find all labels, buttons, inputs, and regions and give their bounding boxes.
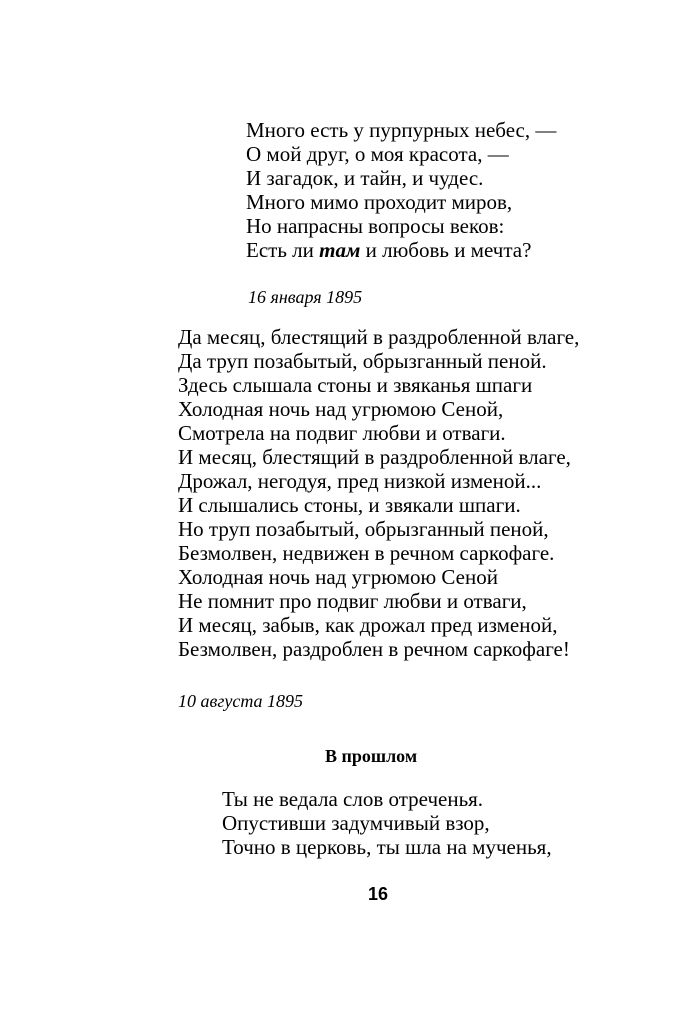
poem1-line-6 <box>246 238 556 262</box>
poem1-line-6-emphasis: там <box>319 238 361 262</box>
poem2-line-4: Холодная ночь над угрюмою Сеной, <box>178 397 504 421</box>
poem1-stanza <box>246 118 556 262</box>
poem1-date: 16 января 1895 <box>248 287 363 307</box>
poem2-line-3: Здесь слышала стоны и звяканья шпаги <box>178 373 533 397</box>
poem2-line-14: Безмолвен, раздроблен в речном саркофаге! <box>178 637 570 661</box>
poem2-line-11: Холодная ночь над угрюмою Сеной <box>178 565 498 589</box>
poem2-line-10: Безмолвен, недвижен в речном саркофаге. <box>178 541 555 565</box>
poem1-line-3: И загадок, и тайн, и чудес. <box>246 166 484 190</box>
poem1-line-2: О мой друг, о моя красота, — <box>246 142 509 166</box>
poem1-line-6-before: Есть ли <box>246 238 320 262</box>
poem2-date: 10 августа 1895 <box>178 691 304 711</box>
poem2-line-2: Да труп позабытый, обрызганный пеной. <box>178 349 547 373</box>
poem1-line-5: Но напрасны вопросы веков: <box>246 214 505 238</box>
poem1-line-4: Много мимо проходит миров, <box>246 190 513 214</box>
poem2-line-7: Дрожал, негодуя, пред низкой изменой... <box>178 469 542 493</box>
poem2-line-5: Смотрела на подвиг любви и отваги. <box>178 421 506 445</box>
poem2-line-9: Но труп позабытый, обрызганный пеной, <box>178 517 549 541</box>
poem3-line-3: Точно в церковь, ты шла на мученья, <box>222 835 552 859</box>
poem1-line-1: Много есть у пурпурных небес, — <box>246 118 557 142</box>
poem3-stanza <box>222 787 552 859</box>
poem2-stanza <box>178 325 579 661</box>
poem2-line-8: И слышались стоны, и звякали шпаги. <box>178 493 521 517</box>
poem2-line-12: Не помнит про подвиг любви и отваги, <box>178 589 527 613</box>
page-number: 16 <box>368 884 389 904</box>
poem3-title: В прошлом <box>325 746 418 766</box>
poem2-line-13: И месяц, забыв, как дрожал пред изменой, <box>178 613 558 637</box>
poem2-line-6: И месяц, блестящий в раздробленной влаге, <box>178 445 571 469</box>
poem3-line-2: Опустивши задумчивый взор, <box>222 811 490 835</box>
poem2-line-1: Да месяц, блестящий в раздробленной влаге, <box>178 325 580 349</box>
poem1-line-6-after: и любовь и мечта? <box>360 238 532 262</box>
poem3-line-1: Ты не ведала слов отреченья. <box>222 787 484 811</box>
